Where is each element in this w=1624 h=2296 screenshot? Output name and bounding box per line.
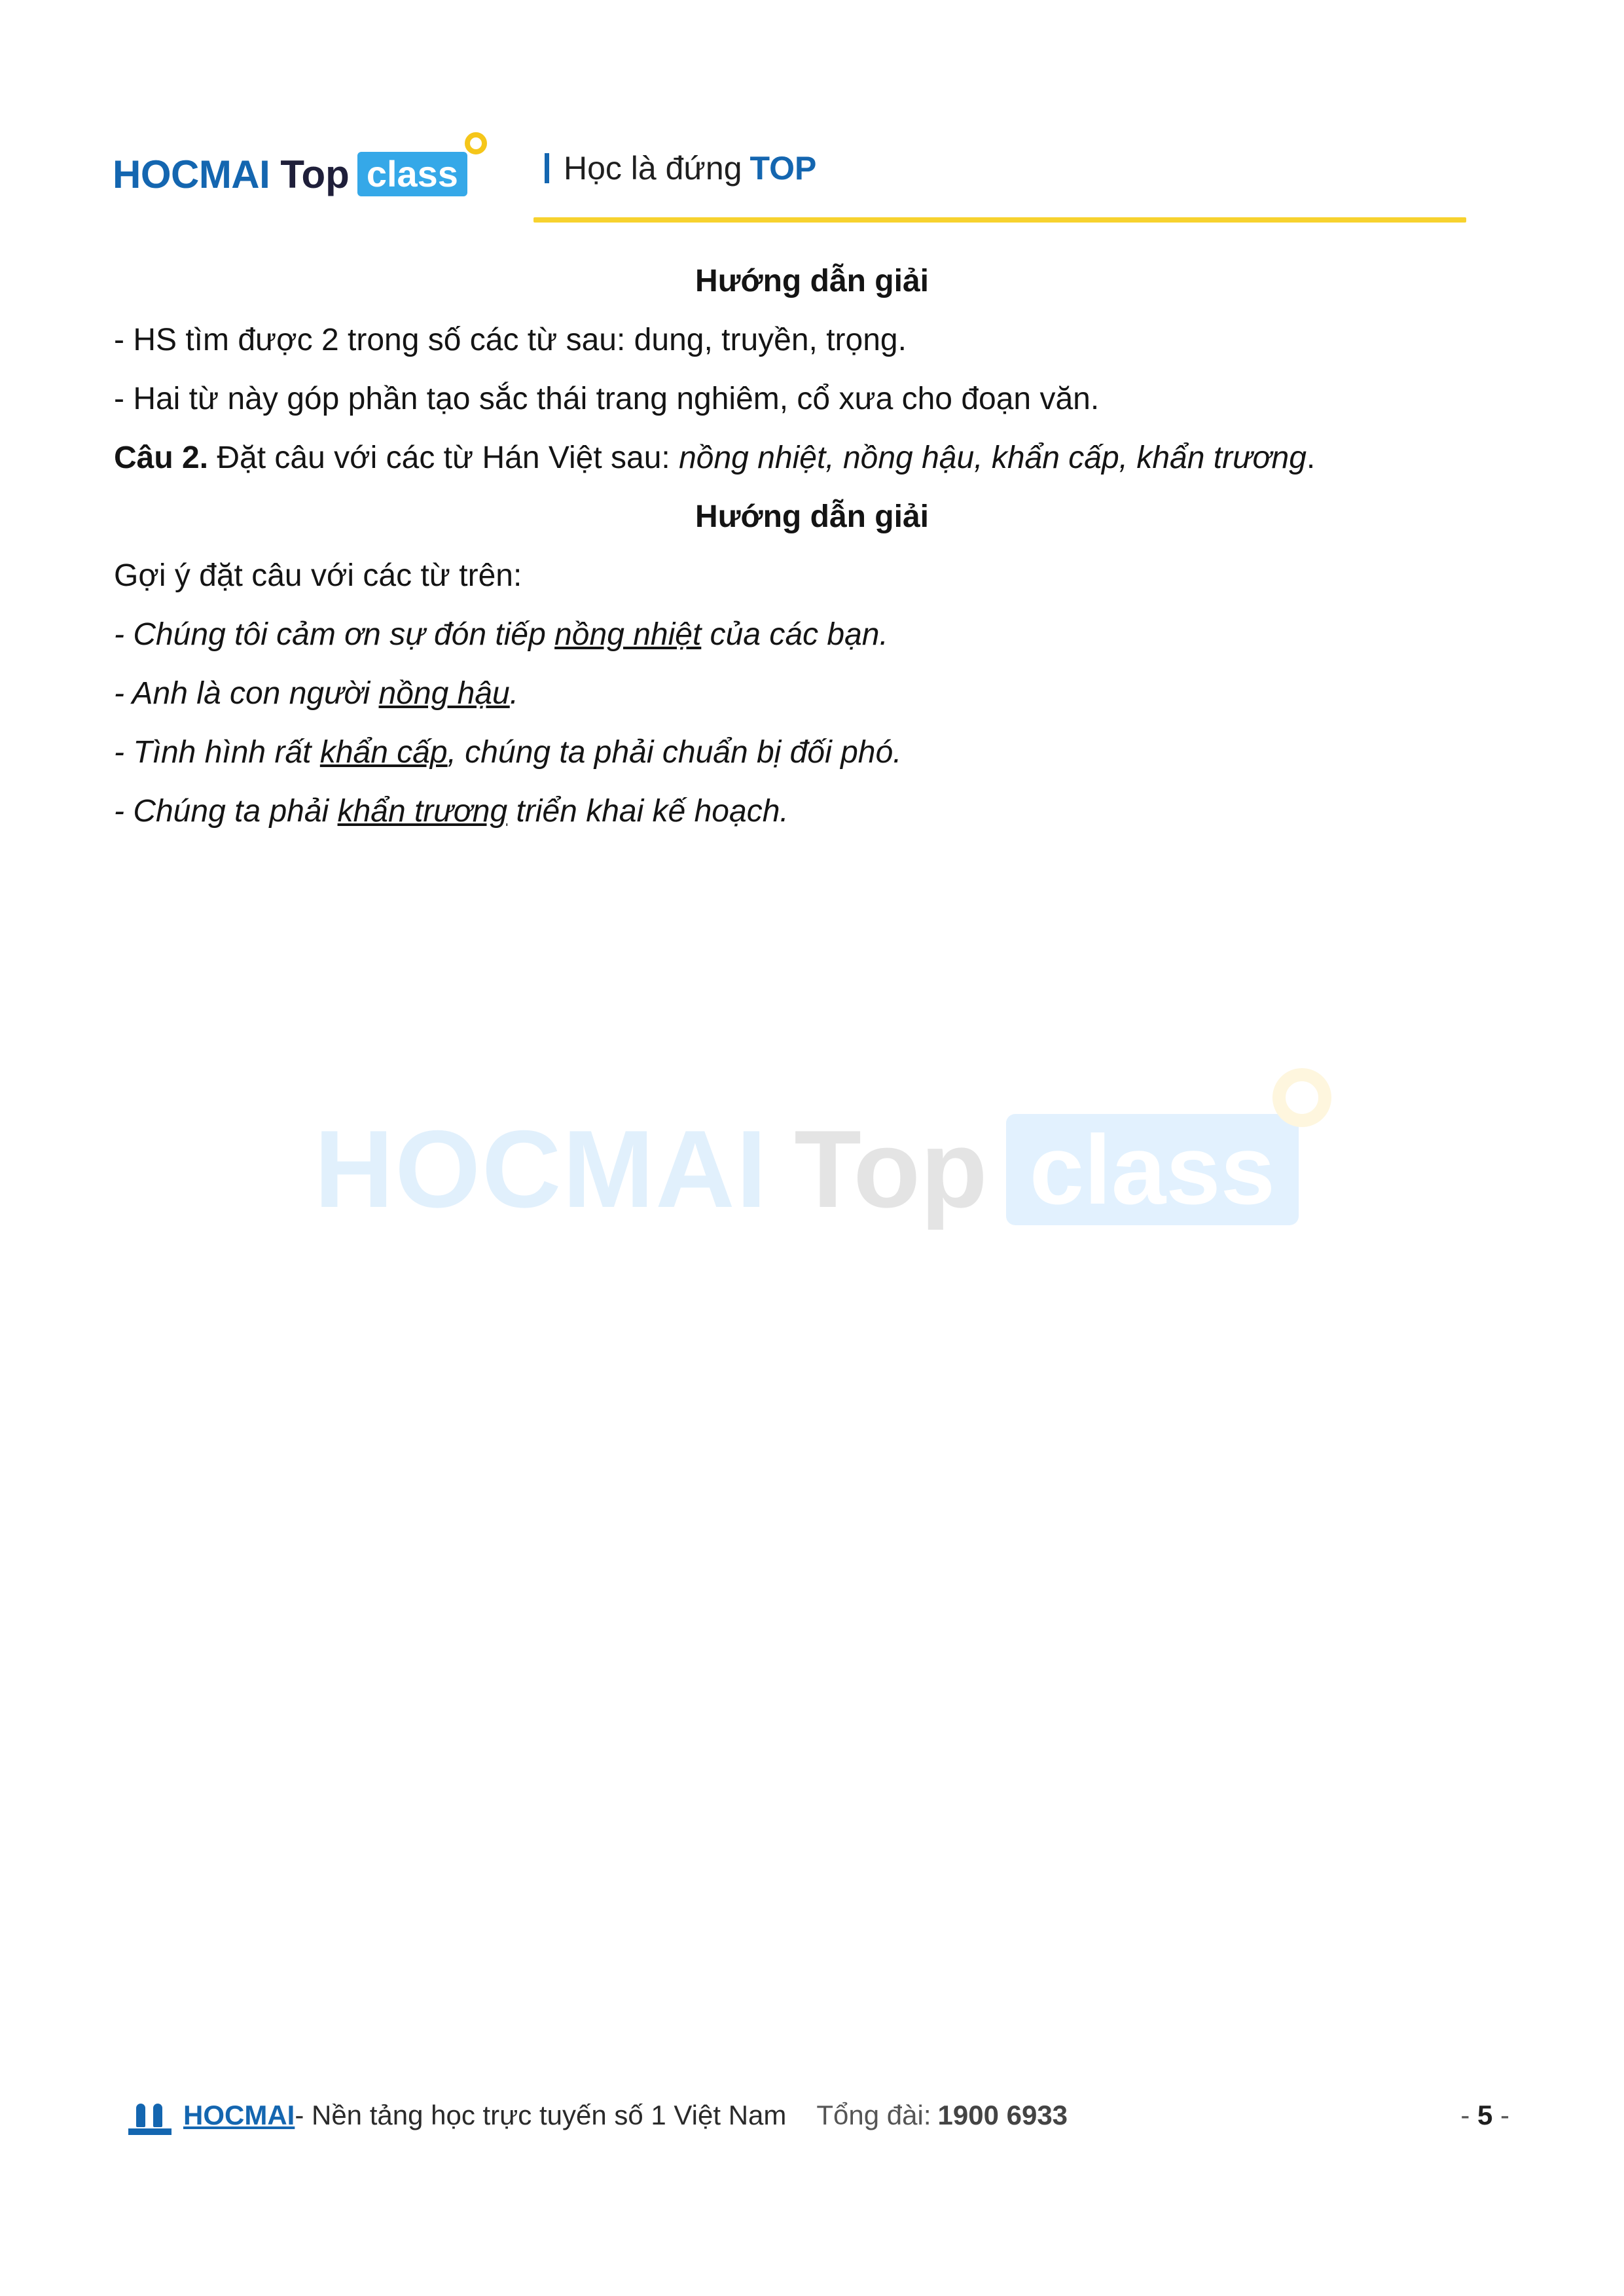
sentence-1-part-b: của các bạn. xyxy=(701,617,888,652)
hocmai-topclass-logo xyxy=(113,141,467,207)
example-sentence-1 xyxy=(114,615,888,655)
logo-class-badge xyxy=(357,152,467,196)
answer-line-1: - HS tìm được 2 trong số các từ sau: dung, truyền, trọng. xyxy=(114,323,907,357)
sentence-2-keyword: nồng hậu xyxy=(378,676,510,711)
heading-huong-dan-giai-2: Hướng dẫn giải xyxy=(695,499,929,534)
question-2-text: Đặt câu với các từ Hán Việt sau: xyxy=(208,440,679,475)
example-sentence-4 xyxy=(114,792,789,831)
sentence-4-keyword: khẩn trương xyxy=(337,794,508,829)
page-number xyxy=(1460,2100,1509,2131)
sentence-2-part-b: . xyxy=(509,676,519,711)
question-2-words: nồng nhiệt, nồng hậu, khẩn cấp, khẩn trương xyxy=(679,440,1307,475)
watermark-class-badge xyxy=(1006,1114,1299,1225)
logo-figure-left xyxy=(136,2104,145,2127)
watermark-gear-icon xyxy=(1272,1068,1331,1127)
tagline-text: Học là đứng xyxy=(564,150,742,187)
sentence-4-part-a: - Chúng ta phải xyxy=(114,794,338,829)
example-sentence-3 xyxy=(114,733,902,772)
sentence-1-part-a: - Chúng tôi cảm ơn sự đón tiếp xyxy=(114,617,555,652)
logo-class-text: class xyxy=(366,153,458,194)
footer-slogan: - Nền tảng học trực tuyến số 1 Việt Nam xyxy=(295,2100,787,2130)
sentence-3-keyword: khẩn cấp xyxy=(319,735,448,770)
sentence-2-part-a: - Anh là con người xyxy=(114,676,379,711)
watermark-logo xyxy=(314,1106,1299,1232)
footer-hotline-label: Tổng đài: xyxy=(816,2100,931,2130)
gear-icon xyxy=(465,132,487,154)
tagline-divider xyxy=(545,153,549,183)
watermark-top: Top xyxy=(794,1107,988,1230)
heading-huong-dan-giai-1: Hướng dẫn giải xyxy=(695,264,929,298)
header-tagline xyxy=(545,149,816,187)
page-number-suffix: - xyxy=(1492,2100,1509,2130)
example-sentence-2 xyxy=(114,674,518,713)
hocmai-footer-logo-icon xyxy=(128,2096,171,2135)
footer-brand-link[interactable]: HOCMAI xyxy=(183,2100,295,2130)
header-underline xyxy=(533,217,1466,223)
sentence-4-part-b: triển khai kế hoạch. xyxy=(507,794,789,829)
logo-figure-right xyxy=(153,2104,162,2127)
logo-top-text: Top xyxy=(280,152,350,196)
sentence-3-part-a: - Tình hình rất xyxy=(114,735,320,770)
page-number-value: 5 xyxy=(1477,2100,1493,2130)
answer-line-2: - Hai từ này góp phần tạo sắc thái trang nghiêm, cổ xưa cho đoạn văn. xyxy=(114,382,1100,416)
watermark-hocmai: HOCMAI xyxy=(314,1107,768,1230)
sentence-1-keyword: nồng nhiệt xyxy=(554,617,702,652)
page-number-prefix: - xyxy=(1460,2100,1477,2130)
page-footer xyxy=(128,2094,1509,2136)
logo-hocmai-text: HOCMAI xyxy=(113,152,270,196)
tagline-top: TOP xyxy=(749,150,817,187)
footer-hotline-number: 1900 6933 xyxy=(937,2100,1068,2130)
sentence-3-part-b: , chúng ta phải chuẩn bị đối phó. xyxy=(447,735,902,770)
question-2-label: Câu 2. xyxy=(114,440,209,475)
watermark-class-text: class xyxy=(1029,1114,1276,1225)
suggestion-intro: Gợi ý đặt câu với các từ trên: xyxy=(114,558,522,593)
question-2 xyxy=(114,439,1315,478)
logo-base xyxy=(128,2128,171,2135)
question-2-end: . xyxy=(1306,440,1316,475)
